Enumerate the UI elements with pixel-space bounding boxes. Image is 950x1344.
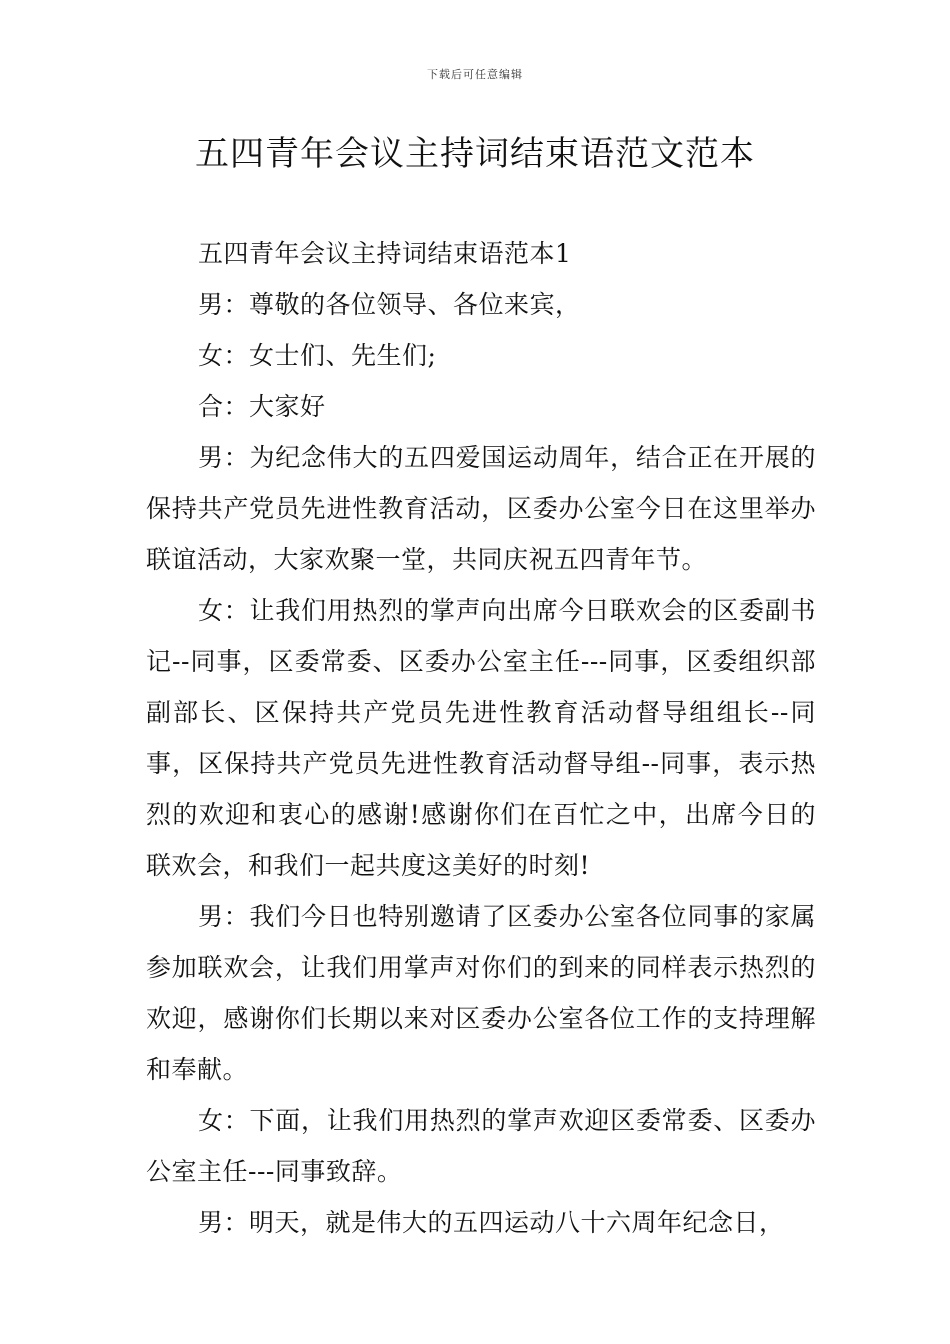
paragraph-male-families: 男：我们今日也特别邀请了区委办公室各位同事的家属参加联欢会，让我们用掌声对你们的到来的同样表示热烈的欢迎，感谢你们长期以来对区委办公室各位工作的支持理解和奉献。	[146, 902, 816, 1084]
paragraph-male-greeting: 男：尊敬的各位领导、各位来宾，	[198, 290, 581, 319]
paragraph-subtitle: 五四青年会议主持词结束语范本1	[198, 239, 572, 268]
paragraph-female-welcome: 女：让我们用热烈的掌声向出席今日联欢会的区委副书记--同事，区委常委、区委办公室主任---同事，区委组织部副部长、区保持共产党员先进性教育活动督导组组长--同事，区保持共产党员先进性教育活动督导组--同事，表示热烈的欢迎和衷心的感谢!感谢你们在百忙之中，出席今日的联欢会，和我们一起共度这美好的时刻!	[146, 596, 816, 880]
header-note: 下载后可任意编辑	[427, 68, 523, 81]
paragraph-male-anniversary: 男：明天，就是伟大的五四运动八十六周年纪念日，	[198, 1208, 785, 1237]
paragraph-female-speech: 女：下面，让我们用热烈的掌声欢迎区委常委、区委办公室主任---同事致辞。	[146, 1106, 816, 1186]
paragraph-female-greeting: 女：女士们、先生们;	[198, 341, 437, 370]
paragraph-together-greeting: 合：大家好	[198, 392, 326, 421]
document-body	[146, 228, 816, 1248]
document-title: 五四青年会议主持词结束语范文范本	[195, 134, 755, 174]
paragraph-male-intro: 男：为纪念伟大的五四爱国运动周年，结合正在开展的保持共产党员先进性教育活动，区委办公室今日在这里举办联谊活动，大家欢聚一堂，共同庆祝五四青年节。	[146, 443, 816, 574]
